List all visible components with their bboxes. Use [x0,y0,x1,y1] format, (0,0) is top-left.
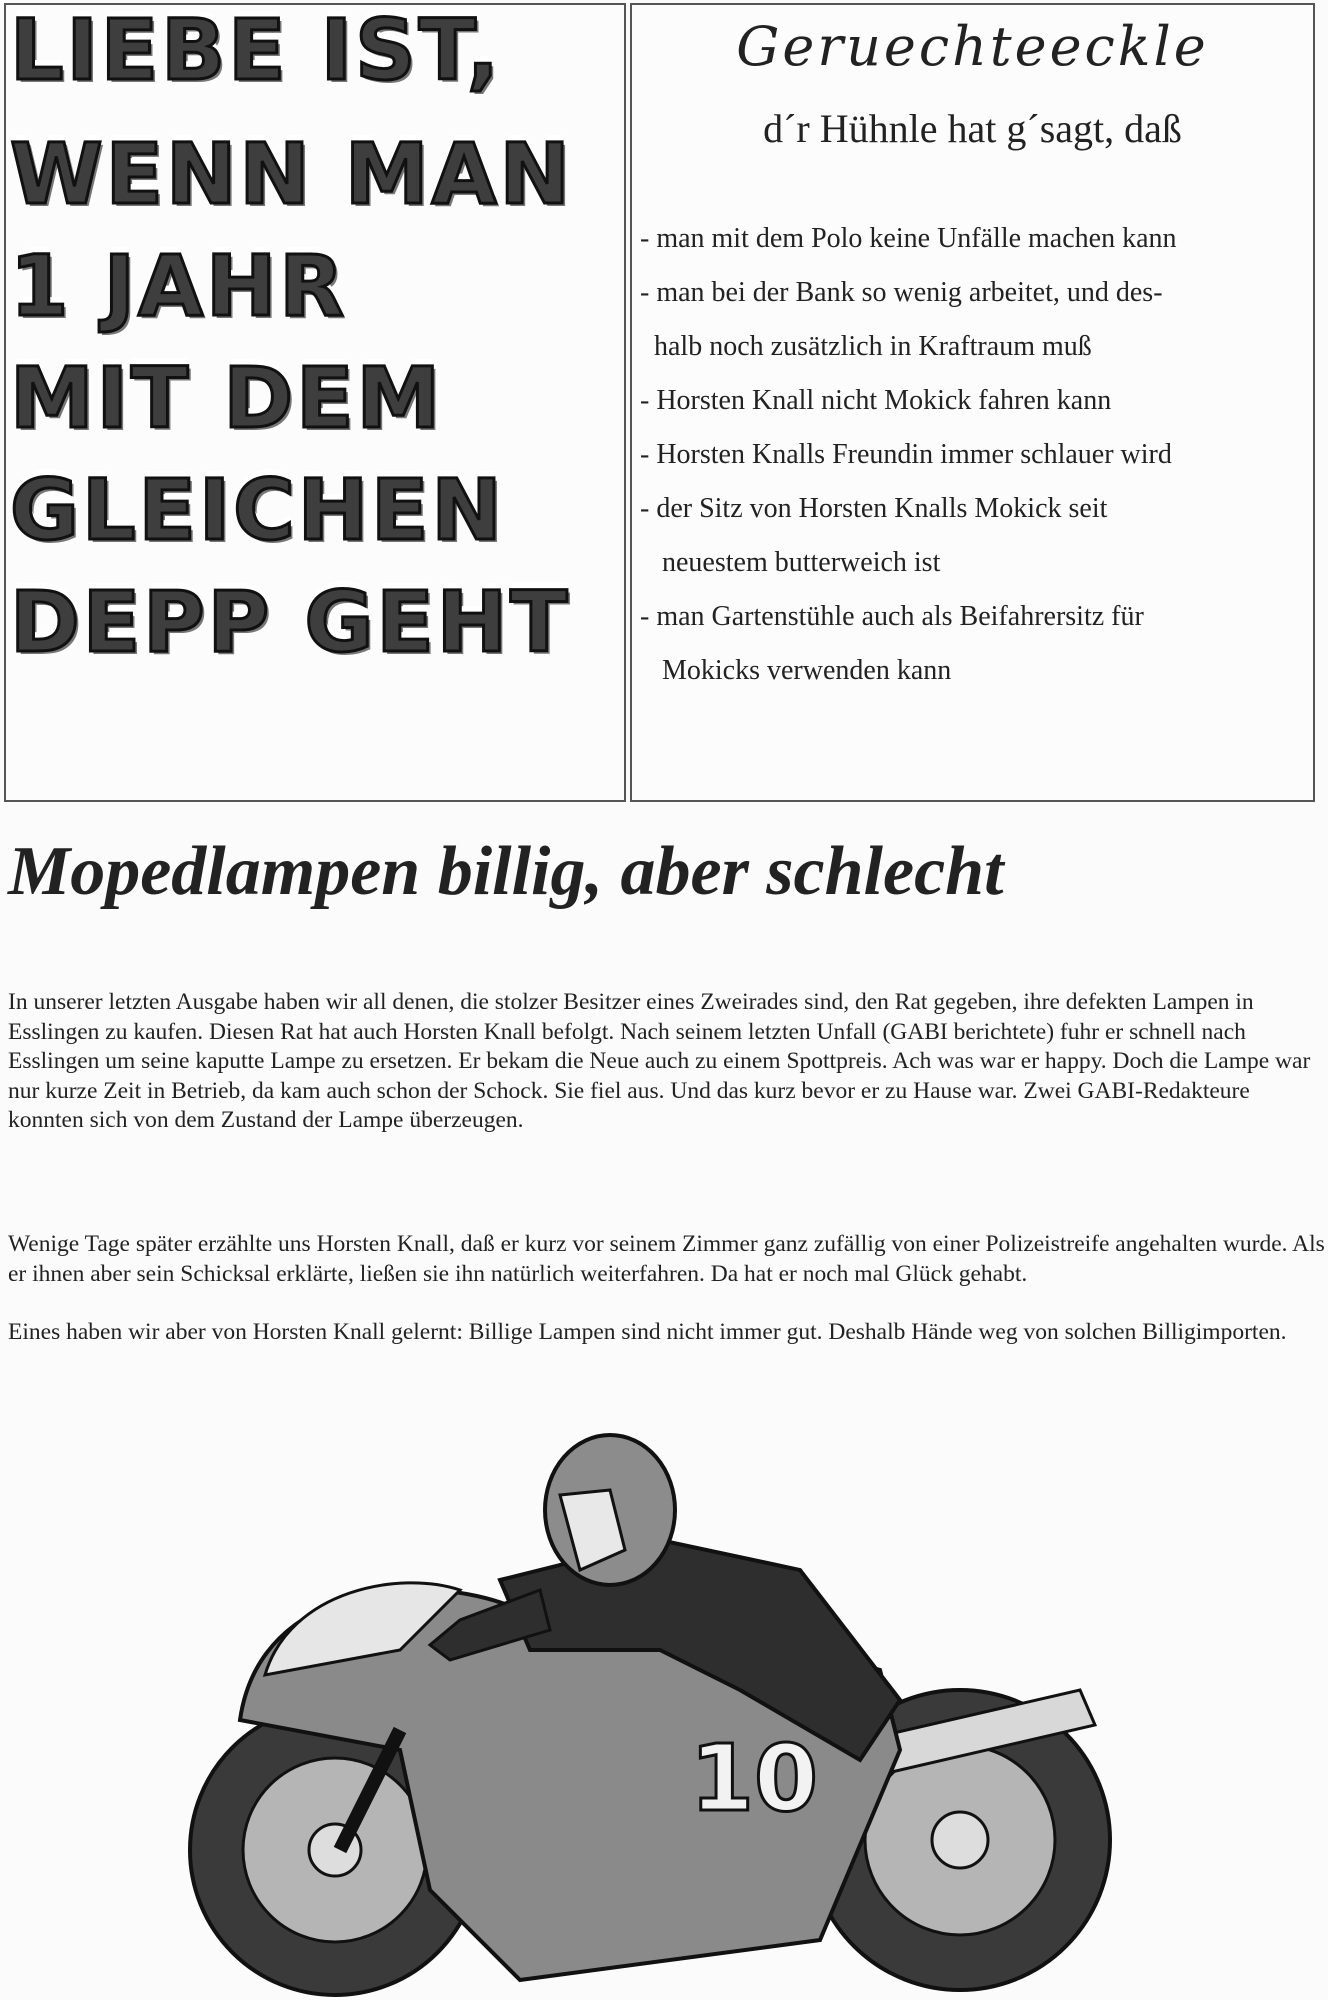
love-line-5: GLEICHEN [10,461,505,559]
rumor-line: Mokicks verwenden kann [662,655,952,686]
love-line-4: MIT DEM [10,349,444,447]
love-line-6: DEPP GEHT [10,573,571,671]
article-headline: Mopedlampen billig, aber schlecht [8,833,1004,910]
rumor-line: - man bei der Bank so wenig arbeitet, und des- [640,277,1163,308]
motorcycle-rider-illustration [100,1420,1200,2000]
love-line-2: WENN MAN [10,125,573,223]
rumor-line: - man mit dem Polo keine Unfälle machen kann [640,223,1177,254]
love-line-1: LIEBE IST, [10,1,502,99]
rumor-line: - Horsten Knalls Freundin immer schlauer wird [640,439,1172,470]
helmet-icon [545,1435,675,1585]
rumor-line: - Horsten Knall nicht Mokick fahren kann [640,385,1112,416]
rumor-line: halb noch zusätzlich in Kraftraum muß [654,331,1092,362]
love-box [4,3,626,802]
article-paragraph: In unserer letzten Ausgabe haben wir all denen, die stolzer Besitzer eines Zweirades sind, den Rat gegeben, ihre defekten Lampen in Esslingen zu kaufen. Diesen Rat hat auch Horsten Knall befolgt. Nach seinem letzten Unfall (GABI berichtete) fuhr er schnell nach Esslingen um seine kaputte Lampe zu ersetzen. Er bekam die Neue auch zu einem Spottpreis. Ach was war er happy. Doch die Lampe war nur kurze Zeit in Betrieb, da kam auch schon der Schock. Sie fiel aus. Und das kurz bevor er zu Hause war. Zwei GABI-Redakteure konnten sich von dem Zustand der Lampe überzeugen. [8,989,1311,1133]
love-line-3: 1 JAHR [10,237,347,335]
article-paragraph: Wenige Tage später erzählte uns Horsten Knall, daß er kurz vor seinem Zimmer ganz zufällig von einer Polizeistreife angehalten wurde. Als er ihnen aber sein Schicksal erklärte, ließen sie ihn natürlich weiterfahren. Da hat er noch mal Glück gehabt. [8,1231,1325,1287]
rumor-line: - man Gartenstühle auch als Beifahrersitz für [640,601,1144,632]
rumor-box-title: Geruechteeckle [736,15,1209,78]
rumor-box-subtitle: d´r Hühnle hat g´sagt, daß [763,106,1182,151]
rumor-line: neuestem butterweich ist [662,547,941,578]
article-paragraph: Eines haben wir aber von Horsten Knall gelernt: Billige Lampen sind nicht immer gut. Deshalb Hände weg von solchen Billigimporten. [8,1319,1287,1345]
race-number: 10 [690,1725,819,1832]
rumor-box [630,3,1315,802]
rumor-line: - der Sitz von Horsten Knalls Mokick seit [640,493,1108,524]
